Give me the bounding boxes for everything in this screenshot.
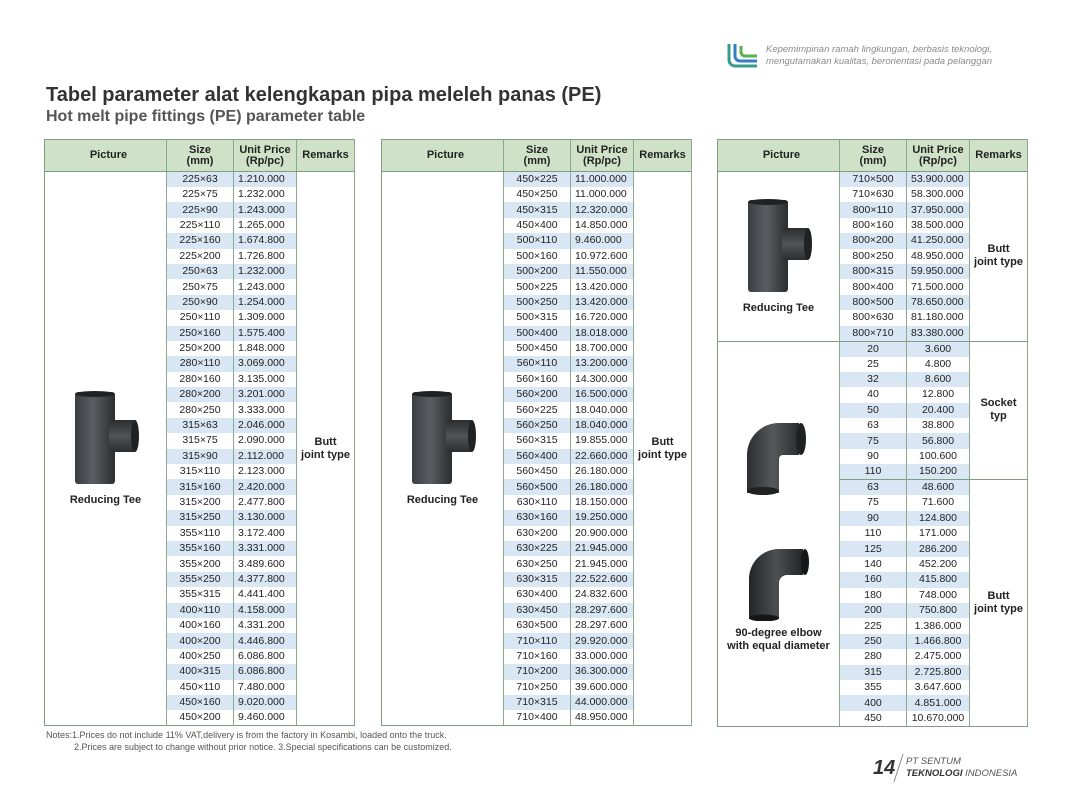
elbow-icon (739, 415, 819, 495)
price-cell: 26.180.000 (571, 464, 634, 479)
size-cell: 500×110 (504, 233, 571, 248)
price-cell: 1.243.000 (234, 279, 297, 294)
price-cell: 2.477.800 (234, 495, 297, 510)
reducing-tee-icon (71, 390, 141, 488)
size-cell: 315×160 (167, 479, 234, 494)
price-cell: 6.086.800 (234, 649, 297, 664)
price-cell: 71.500.000 (907, 279, 970, 294)
size-cell: 560×225 (504, 402, 571, 417)
size-cell: 63 (840, 418, 907, 433)
table-row (718, 172, 1028, 188)
size-cell: 250×160 (167, 326, 234, 341)
price-cell: 22.522.600 (571, 572, 634, 587)
notes (46, 729, 452, 753)
price-cell: 1.232.000 (234, 187, 297, 202)
table-row (45, 172, 355, 188)
remarks-line: Butt (314, 435, 337, 448)
remarks-cell (970, 341, 1028, 480)
size-cell: 400×315 (167, 664, 234, 679)
size-cell: 25 (840, 357, 907, 372)
col-header-size: Size (mm) (840, 140, 907, 172)
price-cell: 748.000 (907, 588, 970, 603)
price-cell: 33.000.000 (571, 649, 634, 664)
price-cell: 71.600 (907, 495, 970, 510)
price-cell: 58.300.000 (907, 187, 970, 202)
price-cell: 28.297.600 (571, 618, 634, 633)
size-cell: 450×200 (167, 710, 234, 726)
size-cell: 250×90 (167, 295, 234, 310)
picture-cell (382, 172, 504, 726)
size-cell: 710×315 (504, 695, 571, 710)
price-cell: 38.500.000 (907, 218, 970, 233)
size-cell: 250×200 (167, 341, 234, 356)
price-cell: 18.040.000 (571, 402, 634, 417)
remarks-line: joint type (301, 448, 350, 461)
col-header-picture: Picture (45, 140, 167, 172)
price-cell: 29.920.000 (571, 633, 634, 648)
size-cell: 225×160 (167, 233, 234, 248)
price-cell: 10.670.000 (907, 711, 970, 727)
size-cell: 560×500 (504, 479, 571, 494)
price-table-3 (717, 139, 1028, 727)
size-cell: 250×75 (167, 279, 234, 294)
picture-label (743, 302, 814, 315)
size-cell: 450×315 (504, 202, 571, 217)
company-name (906, 756, 1017, 780)
size-cell: 75 (840, 495, 907, 510)
tagline-line-2: mengutamakan kualitas, berorientasi pada pelanggan (766, 56, 993, 67)
size-cell: 450×400 (504, 218, 571, 233)
table-row (718, 341, 1028, 357)
price-cell: 14.850.000 (571, 218, 634, 233)
price-cell: 19.855.000 (571, 433, 634, 448)
remarks-line: joint type (974, 256, 1023, 269)
size-cell: 90 (840, 449, 907, 464)
size-cell: 560×400 (504, 449, 571, 464)
price-cell: 24.832.600 (571, 587, 634, 602)
price-cell: 8.600 (907, 372, 970, 387)
price-cell: 48.600 (907, 480, 970, 496)
size-cell: 560×160 (504, 372, 571, 387)
size-cell: 110 (840, 464, 907, 480)
price-cell: 4.441.400 (234, 587, 297, 602)
size-cell: 50 (840, 403, 907, 418)
col-header-picture: Picture (382, 140, 504, 172)
col-header-remarks: Remarks (634, 140, 692, 172)
size-cell: 630×400 (504, 587, 571, 602)
size-cell: 560×250 (504, 418, 571, 433)
price-cell: 22.660.000 (571, 449, 634, 464)
size-cell: 800×315 (840, 264, 907, 279)
size-cell: 355×315 (167, 587, 234, 602)
remarks-line: Butt (651, 435, 674, 448)
size-cell: 400×200 (167, 633, 234, 648)
price-cell: 11.550.000 (571, 264, 634, 279)
price-cell: 53.900.000 (907, 172, 970, 188)
size-cell: 500×450 (504, 341, 571, 356)
price-cell: 4.331.200 (234, 618, 297, 633)
price-cell: 14.300.000 (571, 372, 634, 387)
size-cell: 710×400 (504, 710, 571, 726)
size-cell: 400×250 (167, 649, 234, 664)
table-row (382, 172, 692, 188)
price-cell: 171.000 (907, 526, 970, 541)
size-cell: 630×200 (504, 526, 571, 541)
size-cell: 110 (840, 526, 907, 541)
col-header-size: Size (mm) (167, 140, 234, 172)
price-cell: 2.090.000 (234, 433, 297, 448)
size-cell: 250×63 (167, 264, 234, 279)
size-cell: 250×110 (167, 310, 234, 325)
watermark-text: 大数跨境 (50, 780, 122, 800)
price-cell: 9.460.000 (571, 233, 634, 248)
size-cell: 560×200 (504, 387, 571, 402)
price-table-2 (381, 139, 692, 726)
size-cell: 450×250 (504, 187, 571, 202)
price-cell: 4.851.000 (907, 695, 970, 710)
size-cell: 20 (840, 341, 907, 357)
company-rest: INDONESIA (962, 768, 1018, 779)
size-cell: 450 (840, 711, 907, 727)
page-subtitle: Hot melt pipe fittings (PE) parameter table (46, 108, 366, 125)
price-cell: 41.250.000 (907, 233, 970, 248)
price-cell: 11.000.000 (571, 172, 634, 188)
size-cell: 315×110 (167, 464, 234, 479)
price-cell: 4.377.800 (234, 572, 297, 587)
price-cell: 2.112.000 (234, 449, 297, 464)
price-cell: 39.600.000 (571, 680, 634, 695)
price-cell: 13.420.000 (571, 279, 634, 294)
remarks-line: Butt (987, 589, 1010, 602)
price-cell: 1.386.000 (907, 618, 970, 633)
price-cell: 9.460.000 (234, 710, 297, 726)
note-2: 2.Prices are subject to change without prior notice. 3.Special specifications can be customized. (74, 742, 452, 752)
price-cell: 21.945.000 (571, 541, 634, 556)
price-cell: 7.480.000 (234, 680, 297, 695)
remarks-line: typ (990, 410, 1007, 423)
price-cell: 3.172.400 (234, 526, 297, 541)
size-cell: 225×63 (167, 172, 234, 188)
price-cell: 28.297.600 (571, 603, 634, 618)
price-cell: 100.600 (907, 449, 970, 464)
price-cell: 48.950.000 (907, 249, 970, 264)
size-cell: 250 (840, 634, 907, 649)
price-cell: 452.200 (907, 557, 970, 572)
size-cell: 400 (840, 695, 907, 710)
tagline-line-1: Kepemimpinan ramah lingkungan, berbasis teknologi, (766, 44, 993, 55)
price-cell: 3.201.000 (234, 387, 297, 402)
size-cell: 560×110 (504, 356, 571, 371)
price-cell: 13.420.000 (571, 295, 634, 310)
price-cell: 36.300.000 (571, 664, 634, 679)
size-cell: 800×630 (840, 310, 907, 325)
price-cell: 18.700.000 (571, 341, 634, 356)
price-cell: 3.130.000 (234, 510, 297, 525)
price-cell: 4.800 (907, 357, 970, 372)
size-cell: 280×110 (167, 356, 234, 371)
col-header-picture: Picture (718, 140, 840, 172)
size-cell: 315×75 (167, 433, 234, 448)
size-cell: 280×160 (167, 372, 234, 387)
price-cell: 21.945.000 (571, 556, 634, 571)
price-cell: 18.018.000 (571, 326, 634, 341)
price-cell: 124.800 (907, 511, 970, 526)
price-cell: 83.380.000 (907, 326, 970, 342)
price-cell: 13.200.000 (571, 356, 634, 371)
size-cell: 500×250 (504, 295, 571, 310)
price-cell: 1.674.800 (234, 233, 297, 248)
price-cell: 1.210.000 (234, 172, 297, 188)
header-row (718, 140, 1028, 172)
price-cell: 3.489.600 (234, 556, 297, 571)
price-cell: 78.650.000 (907, 295, 970, 310)
size-cell: 180 (840, 588, 907, 603)
remarks-cell (297, 172, 355, 726)
size-cell: 630×110 (504, 495, 571, 510)
price-cell: 12.800 (907, 387, 970, 402)
size-cell: 225×110 (167, 218, 234, 233)
size-cell: 315×200 (167, 495, 234, 510)
size-cell: 450×110 (167, 680, 234, 695)
price-cell: 26.180.000 (571, 479, 634, 494)
size-cell: 315×90 (167, 449, 234, 464)
size-cell: 560×315 (504, 433, 571, 448)
size-cell: 450×225 (504, 172, 571, 188)
price-cell: 1.466.800 (907, 634, 970, 649)
price-cell: 12.320.000 (571, 202, 634, 217)
page-number: 14 (873, 757, 896, 779)
remarks-line: joint type (974, 602, 1023, 615)
size-cell: 500×225 (504, 279, 571, 294)
price-cell: 9.020.000 (234, 695, 297, 710)
price-cell: 59.950.000 (907, 264, 970, 279)
remarks-cell (634, 172, 692, 726)
picture-label-line: Reducing Tee (69, 494, 142, 507)
price-cell: 1.575.400 (234, 326, 297, 341)
price-cell: 10.972.600 (571, 249, 634, 264)
size-cell: 800×400 (840, 279, 907, 294)
price-cell: 6.086.800 (234, 664, 297, 679)
price-cell: 20.900.000 (571, 526, 634, 541)
size-cell: 225×75 (167, 187, 234, 202)
price-cell: 1.254.000 (234, 295, 297, 310)
col-header-remarks: Remarks (297, 140, 355, 172)
size-cell: 355×160 (167, 541, 234, 556)
price-cell: 1.309.000 (234, 310, 297, 325)
price-cell: 1.243.000 (234, 202, 297, 217)
tagline (766, 44, 992, 68)
picture-label (727, 627, 830, 653)
size-cell: 225×90 (167, 202, 234, 217)
size-cell: 75 (840, 433, 907, 448)
remarks-cell (970, 172, 1028, 342)
picture-label (407, 494, 478, 507)
size-cell: 355 (840, 680, 907, 695)
remarks-line: joint type (638, 448, 687, 461)
size-cell: 315×250 (167, 510, 234, 525)
price-cell: 16.500.000 (571, 387, 634, 402)
size-cell: 32 (840, 372, 907, 387)
price-cell: 1.265.000 (234, 218, 297, 233)
size-cell: 200 (840, 603, 907, 618)
size-cell: 560×450 (504, 464, 571, 479)
price-cell: 1.232.000 (234, 264, 297, 279)
size-cell: 500×400 (504, 326, 571, 341)
price-cell: 1.848.000 (234, 341, 297, 356)
size-cell: 630×160 (504, 510, 571, 525)
price-cell: 56.800 (907, 433, 970, 448)
remarks-line: Butt (987, 243, 1010, 256)
size-cell: 800×500 (840, 295, 907, 310)
price-cell: 11.000.000 (571, 187, 634, 202)
col-header-remarks: Remarks (970, 140, 1028, 172)
price-cell: 3.331.000 (234, 541, 297, 556)
header-row (382, 140, 692, 172)
remarks-line: Socket (980, 397, 1017, 410)
size-cell: 63 (840, 480, 907, 496)
price-cell: 3.333.000 (234, 402, 297, 417)
size-cell: 630×500 (504, 618, 571, 633)
price-cell: 44.000.000 (571, 695, 634, 710)
price-cell: 38.800 (907, 418, 970, 433)
size-cell: 225 (840, 618, 907, 633)
picture-cell (45, 172, 167, 726)
size-cell: 140 (840, 557, 907, 572)
col-header-price: Unit Price (Rp/pc) (571, 140, 634, 172)
size-cell: 500×160 (504, 249, 571, 264)
size-cell: 40 (840, 387, 907, 402)
price-cell: 415.800 (907, 572, 970, 587)
size-cell: 125 (840, 541, 907, 556)
price-cell: 16.720.000 (571, 310, 634, 325)
elbow-icon (739, 535, 819, 621)
size-cell: 280×250 (167, 402, 234, 417)
price-cell: 2.475.000 (907, 649, 970, 664)
col-header-price: Unit Price (Rp/pc) (234, 140, 297, 172)
price-cell: 18.040.000 (571, 418, 634, 433)
size-cell: 710×160 (504, 649, 571, 664)
size-cell: 355×250 (167, 572, 234, 587)
price-cell: 2.420.000 (234, 479, 297, 494)
size-cell: 280×200 (167, 387, 234, 402)
size-cell: 160 (840, 572, 907, 587)
size-cell: 400×110 (167, 603, 234, 618)
watermark (6, 776, 122, 802)
price-cell: 3.069.000 (234, 356, 297, 371)
price-cell: 3.647.600 (907, 680, 970, 695)
price-cell: 37.950.000 (907, 202, 970, 217)
size-cell: 450×160 (167, 695, 234, 710)
company-line-1: PT SENTUM (906, 756, 961, 767)
size-cell: 710×110 (504, 633, 571, 648)
size-cell: 800×200 (840, 233, 907, 248)
picture-label-line: 90-degree elbow (735, 626, 822, 639)
picture-label (70, 494, 141, 507)
size-cell: 500×315 (504, 310, 571, 325)
price-cell: 19.250.000 (571, 510, 634, 525)
size-cell: 400×160 (167, 618, 234, 633)
company-line-2 (906, 768, 1017, 780)
page-title: Tabel parameter alat kelengkapan pipa meleleh panas (PE) (46, 84, 602, 106)
size-cell: 355×200 (167, 556, 234, 571)
size-cell: 710×630 (840, 187, 907, 202)
col-header-size: Size (mm) (504, 140, 571, 172)
price-cell: 4.446.800 (234, 633, 297, 648)
price-cell: 20.400 (907, 403, 970, 418)
price-cell: 3.135.000 (234, 372, 297, 387)
note-1: Notes:1.Prices do not include 11% VAT,delivery is from the factory in Kosambi, loaded onto the truck. (46, 730, 447, 740)
price-cell: 750.800 (907, 603, 970, 618)
price-table-1 (44, 139, 355, 726)
company-bold: TEKNOLOGI (906, 768, 963, 779)
header-row (45, 140, 355, 172)
size-cell: 630×250 (504, 556, 571, 571)
price-cell: 2.725.800 (907, 665, 970, 680)
price-cell: 2.046.000 (234, 418, 297, 433)
price-cell: 4.158.000 (234, 603, 297, 618)
size-cell: 90 (840, 511, 907, 526)
reducing-tee-icon (744, 198, 814, 296)
size-cell: 710×250 (504, 680, 571, 695)
price-cell: 286.200 (907, 541, 970, 556)
size-cell: 280 (840, 649, 907, 664)
price-cell: 18.150.000 (571, 495, 634, 510)
size-cell: 800×110 (840, 202, 907, 217)
price-cell: 81.180.000 (907, 310, 970, 325)
price-cell: 150.200 (907, 464, 970, 480)
size-cell: 800×250 (840, 249, 907, 264)
size-cell: 500×200 (504, 264, 571, 279)
picture-label-line: Reducing Tee (742, 301, 815, 314)
price-cell: 3.600 (907, 341, 970, 357)
picture-cell (718, 341, 840, 726)
size-cell: 225×200 (167, 249, 234, 264)
size-cell: 315 (840, 665, 907, 680)
company-logo-icon (726, 42, 760, 68)
size-cell: 315×63 (167, 418, 234, 433)
size-cell: 355×110 (167, 526, 234, 541)
price-cell: 48.950.000 (571, 710, 634, 726)
size-cell: 630×315 (504, 572, 571, 587)
price-cell: 2.123.000 (234, 464, 297, 479)
remarks-cell (970, 480, 1028, 726)
size-cell: 800×710 (840, 326, 907, 342)
col-header-price: Unit Price (Rp/pc) (907, 140, 970, 172)
size-cell: 630×225 (504, 541, 571, 556)
picture-cell (718, 172, 840, 342)
watermark-logo-icon (6, 778, 46, 800)
price-cell: 1.726.800 (234, 249, 297, 264)
picture-label-line: with equal diameter (727, 639, 830, 652)
reducing-tee-icon (408, 390, 478, 488)
size-cell: 800×160 (840, 218, 907, 233)
size-cell: 710×200 (504, 664, 571, 679)
size-cell: 630×450 (504, 603, 571, 618)
picture-label-line: Reducing Tee (406, 494, 479, 507)
size-cell: 710×500 (840, 172, 907, 188)
